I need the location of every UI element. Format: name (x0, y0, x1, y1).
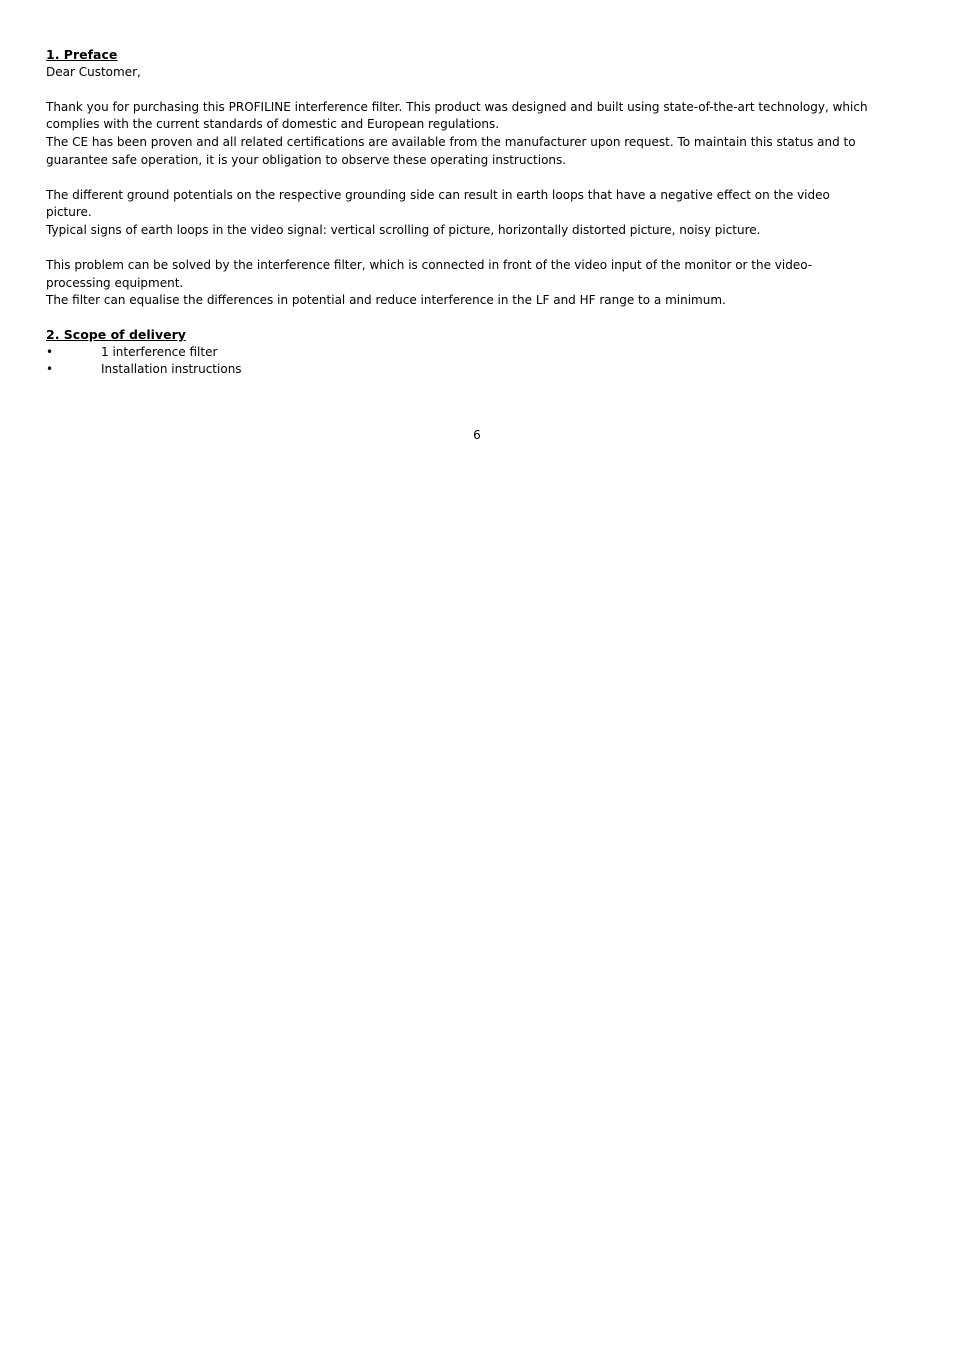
salutation: Dear Customer, (46, 64, 141, 79)
list-item (46, 361, 876, 379)
spacer (46, 81, 876, 99)
spacer (46, 310, 876, 326)
preface-paragraph-3a: This problem can be solved by the interference filter, which is connected in front of the video input of the monitor or the video-processing equipment. (46, 258, 813, 290)
list-item-text: 1 interference filter (101, 344, 218, 359)
preface-paragraph-2a: The different ground potentials on the respective grounding side can result in earth loops that have a negative effect on the video picture. (46, 187, 830, 220)
spacer (46, 240, 876, 258)
preface-paragraph-1a: Thank you for purchasing this PROFILINE interference filter. This product was designed and built using state-of-the-art technology, which complies with the current standards of domestic and European regulations. (46, 99, 868, 132)
preface-paragraph-2b: Typical signs of earth loops in the video signal: vertical scrolling of picture, horizontally distorted picture, noisy picture. (46, 222, 761, 237)
document-page (46, 46, 876, 379)
bullet-icon: • (46, 344, 54, 359)
preface-paragraph-3b: The filter can equalise the differences in potential and reduce interference in the LF and HF range to a minimum. (46, 293, 726, 308)
section-heading-scope-of-delivery: 2. Scope of delivery (46, 326, 186, 342)
preface-paragraph-1b: The CE has been proven and all related certifications are available from the manufacturer upon request. To maintain this status and to guarantee safe operation, it is your obligation to observe these operating instructions. (46, 134, 856, 167)
spacer (46, 169, 876, 187)
bullet-icon: • (46, 362, 54, 377)
section-heading-preface: 1. Preface (46, 47, 118, 62)
list-item (46, 344, 876, 362)
list-item-text: Installation instructions (101, 362, 242, 377)
page-number: 6 (473, 428, 481, 442)
